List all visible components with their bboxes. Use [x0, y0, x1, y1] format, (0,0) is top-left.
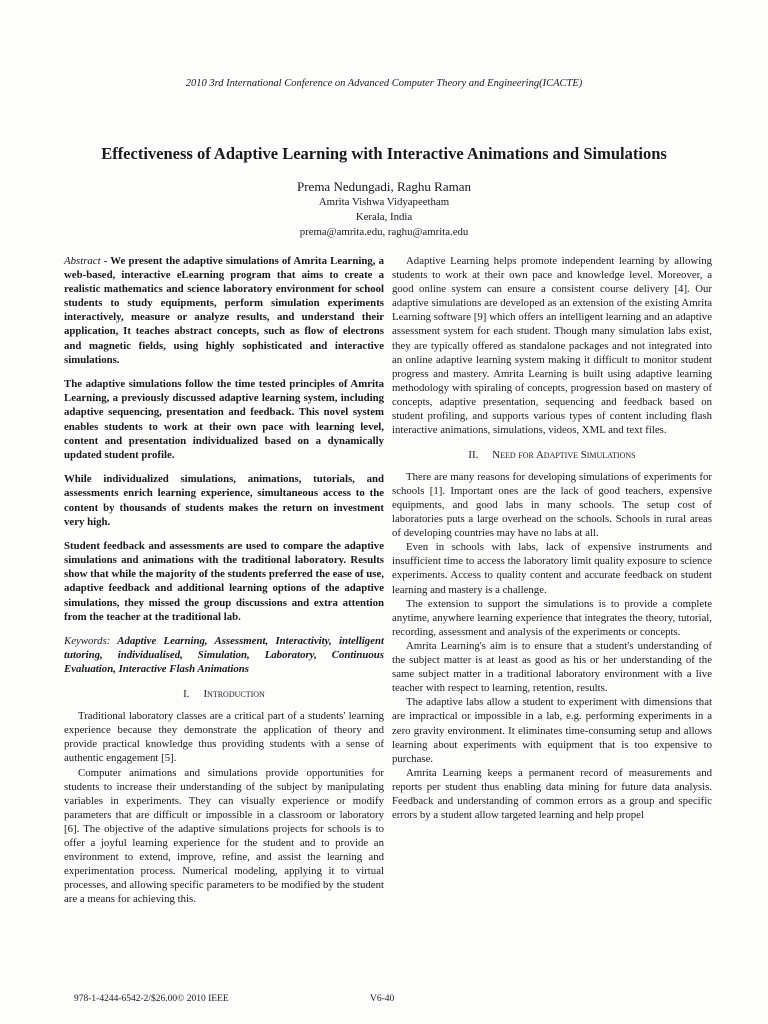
right-column: [392, 254, 712, 822]
section-heading-introduction: [64, 687, 384, 701]
keywords-lead: Keywords:: [64, 635, 111, 648]
abstract-paragraph: [64, 254, 384, 367]
section-number: II.: [468, 448, 479, 461]
paper-title: Effectiveness of Adaptive Learning with Interactive Animations and Simulations: [101, 144, 667, 163]
intro-paragraph-1: Traditional laboratory classes are a critical part of a students' learning experience because they demonstrate the application of theory and provide practical knowledge thus providing students with a sense of authentic engagement [5].: [64, 710, 384, 765]
author-location: Kerala, India: [355, 211, 413, 223]
section-heading-need: [392, 448, 712, 462]
abstract-paragraph-2: The adaptive simulations follow the time tested principles of Amrita Learning, a previously discussed adaptive learning system, including adaptive sequencing, presentation and feedback. This novel system enables students to work at their own pace with learning level, content and presentation individualized based on a dynamically updated student profile.: [64, 378, 384, 461]
section-title: Introduction: [203, 688, 265, 701]
body-paragraph-5: Amrita Learning's aim is to ensure that a student's understanding of the subject matter is at least as good as his or her understanding of the same subject matter in a traditional laboratory environment with a live teacher with respect to learning, retention, results.: [392, 639, 712, 695]
body-paragraph-3: Even in schools with labs, lack of expensive instruments and insufficient time to access the laboratory limit quality exposure to science experiments. Access to quality content and accurate feedback on student learning and mastery is a challenge.: [392, 541, 712, 596]
footer-isbn: 978-1-4244-6542-2/$26.00© 2010 IEEE: [74, 994, 229, 1004]
body-paragraph-7: Amrita Learning keeps a permanent record of measurements and reports per student thus enabling data mining for future data analysis. Feedback and understanding of common errors as a group and specific errors by a student allow targeted learning and help propel: [392, 766, 712, 822]
conference-header: 2010 3rd International Conference on Advanced Computer Theory and Engineering(ICACTE): [185, 78, 583, 89]
body-paragraph-2: There are many reasons for developing simulations of experiments for schools [1]. Important ones are the lack of good teachers, expensive equipments, and good labs in many schools. The setup cost of laboratories puts a large overhead on the schools. Schools in rural areas of developing countries may have no labs at all.: [392, 470, 712, 540]
abstract-paragraph-3: While individualized simulations, animations, tutorials, and assessments enrich learning experience, simultaneous access to the content by thousands of students makes the return on investment very high.: [64, 473, 384, 528]
body-paragraph-1: Adaptive Learning helps promote independent learning by allowing students to work at their own pace and knowledge level. Moreover, a good online system can ensure a consistent course delivery [4]. Our adaptive simulations are developed as an extension of the existing Amrita Learning software [9] which offers an intelligent learning and an adaptive assessment system for each student. Though many simulation labs exist, they are typically offered as standalone packages and not integrated into an online adaptive learning system making it difficult to monitor student progress and mastery. Amrita Learning is built using adaptive learning methodology with spiraling of concepts, progression based on mastery of concepts, adaptive presentation, sequencing and feedback based on student profiling, and supports various types of content including flash interactive animations, simulations, videos, XML and text files.: [392, 255, 712, 437]
keywords-paragraph: [64, 634, 384, 676]
author-names: Prema Nedungadi, Raghu Raman: [296, 179, 471, 194]
abstract-text: - We present the adaptive simulations of Amrita Learning, a web-based, interactive eLearning program that aims to create a realistic mathematics and science laboratory environment for school students to study equipments, perform simulation experiments interactively, measure or analyze results, and understand their application, It teaches abstract concepts, such as flow of electrons and magnetic fields, using highly sophisticated and interactive simulations.: [64, 255, 384, 366]
section-title: Need for Adaptive Simulations: [492, 448, 636, 461]
keywords-text: Adaptive Learning, Assessment, Interactivity, intelligent tutoring, individualised, Simulation, Laboratory, Continuous Evaluation, Interactive Flash Animations: [64, 635, 384, 676]
body-paragraph-4: The extension to support the simulations is to provide a complete anytime, anywhere learning experience that integrates the theory, tutorial, recording, assessment and analysis of the experiments or concepts.: [392, 597, 712, 638]
author-block: [0, 178, 768, 240]
abstract-paragraph-4: Student feedback and assessments are used to compare the adaptive simulations and animations with the traditional laboratory. Results show that while the majority of the students preferred the ease of use, adaptive feedback and additional learning options of the adaptive simulations, they missed the group discussions and extra attention from the teacher at the traditional lab.: [64, 540, 384, 623]
section-number: I.: [183, 688, 190, 701]
author-emails: prema@amrita.edu, raghu@amrita.edu: [299, 226, 469, 238]
footer-page-number: V6-40: [370, 994, 395, 1004]
left-column: [64, 254, 384, 917]
body-paragraph-6: The adaptive labs allow a student to experiment with dimensions that are impractical or impossible in a lab, e.g. performing experiments in a zero gravity environment. It eliminates time-consuming setup and allows learning about experiments with equipment that is too expensive to purchase.: [392, 696, 712, 765]
intro-paragraph-2: Computer animations and simulations provide opportunities for students to increase their understanding of the subject by manipulating variables in experiments. They can visually experience or modify parameters that are difficult or impossible in a classroom or laboratory [6]. The objective of the adaptive simulations projects for schools is to offer a joyful learning experience for the student and to provide an environment to extend, improve, refine, and assist the learning and experimentation process. Numerical modeling, applying it to virtual processes, and allowing specific parameters to be modified by the student are a means for achieving this.: [64, 766, 384, 906]
abstract-lead: Abstract: [64, 255, 101, 267]
author-affiliation: Amrita Vishwa Vidyapeetham: [318, 196, 450, 208]
